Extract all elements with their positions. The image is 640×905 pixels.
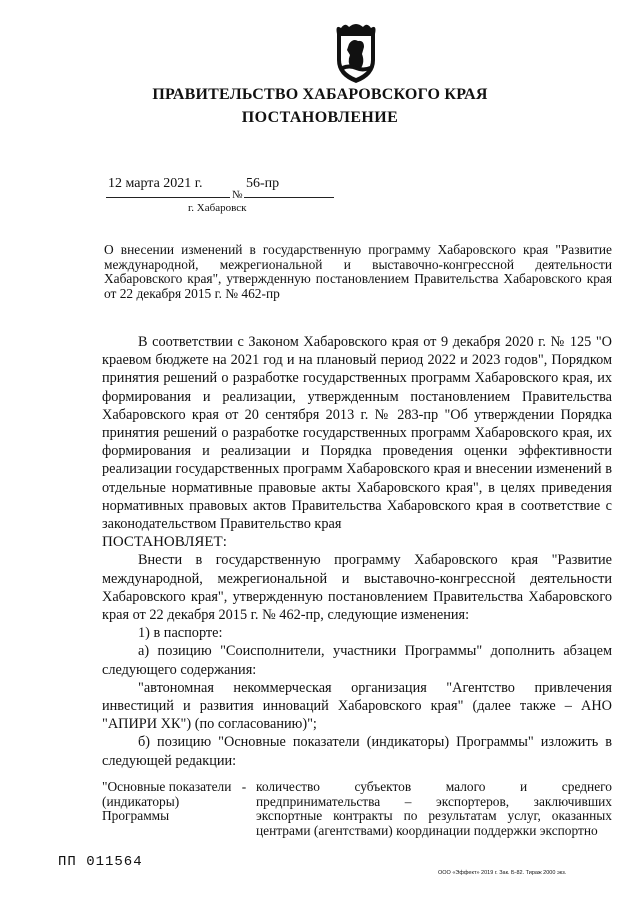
resolves-heading: ПОСТАНОВЛЯЕТ:: [102, 534, 227, 551]
body-paragraph: а) позицию "Соисполнители, участники Программы" дополнить абзацем следующего содержания:: [102, 643, 612, 678]
document-type: ПОСТАНОВЛЕНИЕ: [241, 109, 399, 126]
passport-row-label: "Основные показатели (индикаторы) Программы: [102, 779, 232, 823]
document-date: 12 марта 2021 г.: [108, 176, 203, 191]
serial-number: ПП 011564: [58, 854, 143, 870]
preamble-paragraph: В соответствии с Законом Хабаровского края от 9 декабря 2020 г. № 125 "О краевом бюджете на 2021 год и на плановый период 2022 и 2023 годов", Порядком принятия решений о разработке государственных программ Хабаровского края, их формирования и реализации, утвержденным постановлением Правительства Хабаровского края от 20 сентября 2013 г. № 283-пр "Об утверждении Порядка принятия решений о разработке государственных программ Хабаровского края, их формирования и реализации и Порядка проведения оценки эффективности реализации государственных программ Хабаровского края и внесении изменений в отдельные нормативные правовые акты Хабаровского края", в целях приведения нормативных правовых актов Правительства Хабаровского края в соответствие с законодательством Правительство края: [102, 334, 612, 533]
number-underline: [244, 197, 334, 198]
passport-row-dash: -: [241, 779, 247, 794]
organization-title: ПРАВИТЕЛЬСТВО ХАБАРОВСКОГО КРАЯ: [152, 86, 488, 103]
document-number: 56-пр: [246, 176, 280, 191]
document-city: г. Хабаровск: [188, 202, 247, 214]
document-body: [102, 333, 612, 770]
body-paragraph: Внести в государственную программу Хабаровского края "Развитие международной, межрегиональной и выставочно-конгрессной деятельности Хабаровского края", утвержденную постановлением Правительства Хабаровского края от 22 декабря 2015 г. № 462-пр, следующие изменения:: [102, 552, 612, 624]
number-sign: №: [232, 189, 243, 201]
coat-of-arms-icon: [331, 22, 381, 84]
document-title: О внесении изменений в государственную программу Хабаровского края "Развитие международной, межрегиональной и выставочно-конгрессной деятельности Хабаровского края", утвержденную постановлением Правительства Хабаровского края от 22 декабря 2015 г. № 462-пр: [104, 242, 612, 301]
body-paragraph: "автономная некоммерческая организация "Агентство привлечения инвестиций и развития инноваций Хабаровского края" (далее также – АНО "АПИРИ ХК") (по согласованию)";: [102, 679, 612, 733]
passport-row-value: количество субъектов малого и среднего предпринимательства – экспортеров, заключивших экспортные контракты по результатам услуг, оказанных центрами (агентствами) координации поддержки экспортно: [256, 779, 612, 838]
body-paragraph: б) позицию "Основные показатели (индикаторы) Программы" изложить в следующей редакции:: [102, 734, 612, 769]
body-paragraph: 1) в паспорте:: [138, 625, 223, 642]
printer-imprint: ООО «Эффект» 2019 г. Зак. Б-82. Тираж 2000 экз.: [438, 870, 567, 876]
date-underline: [106, 197, 230, 198]
